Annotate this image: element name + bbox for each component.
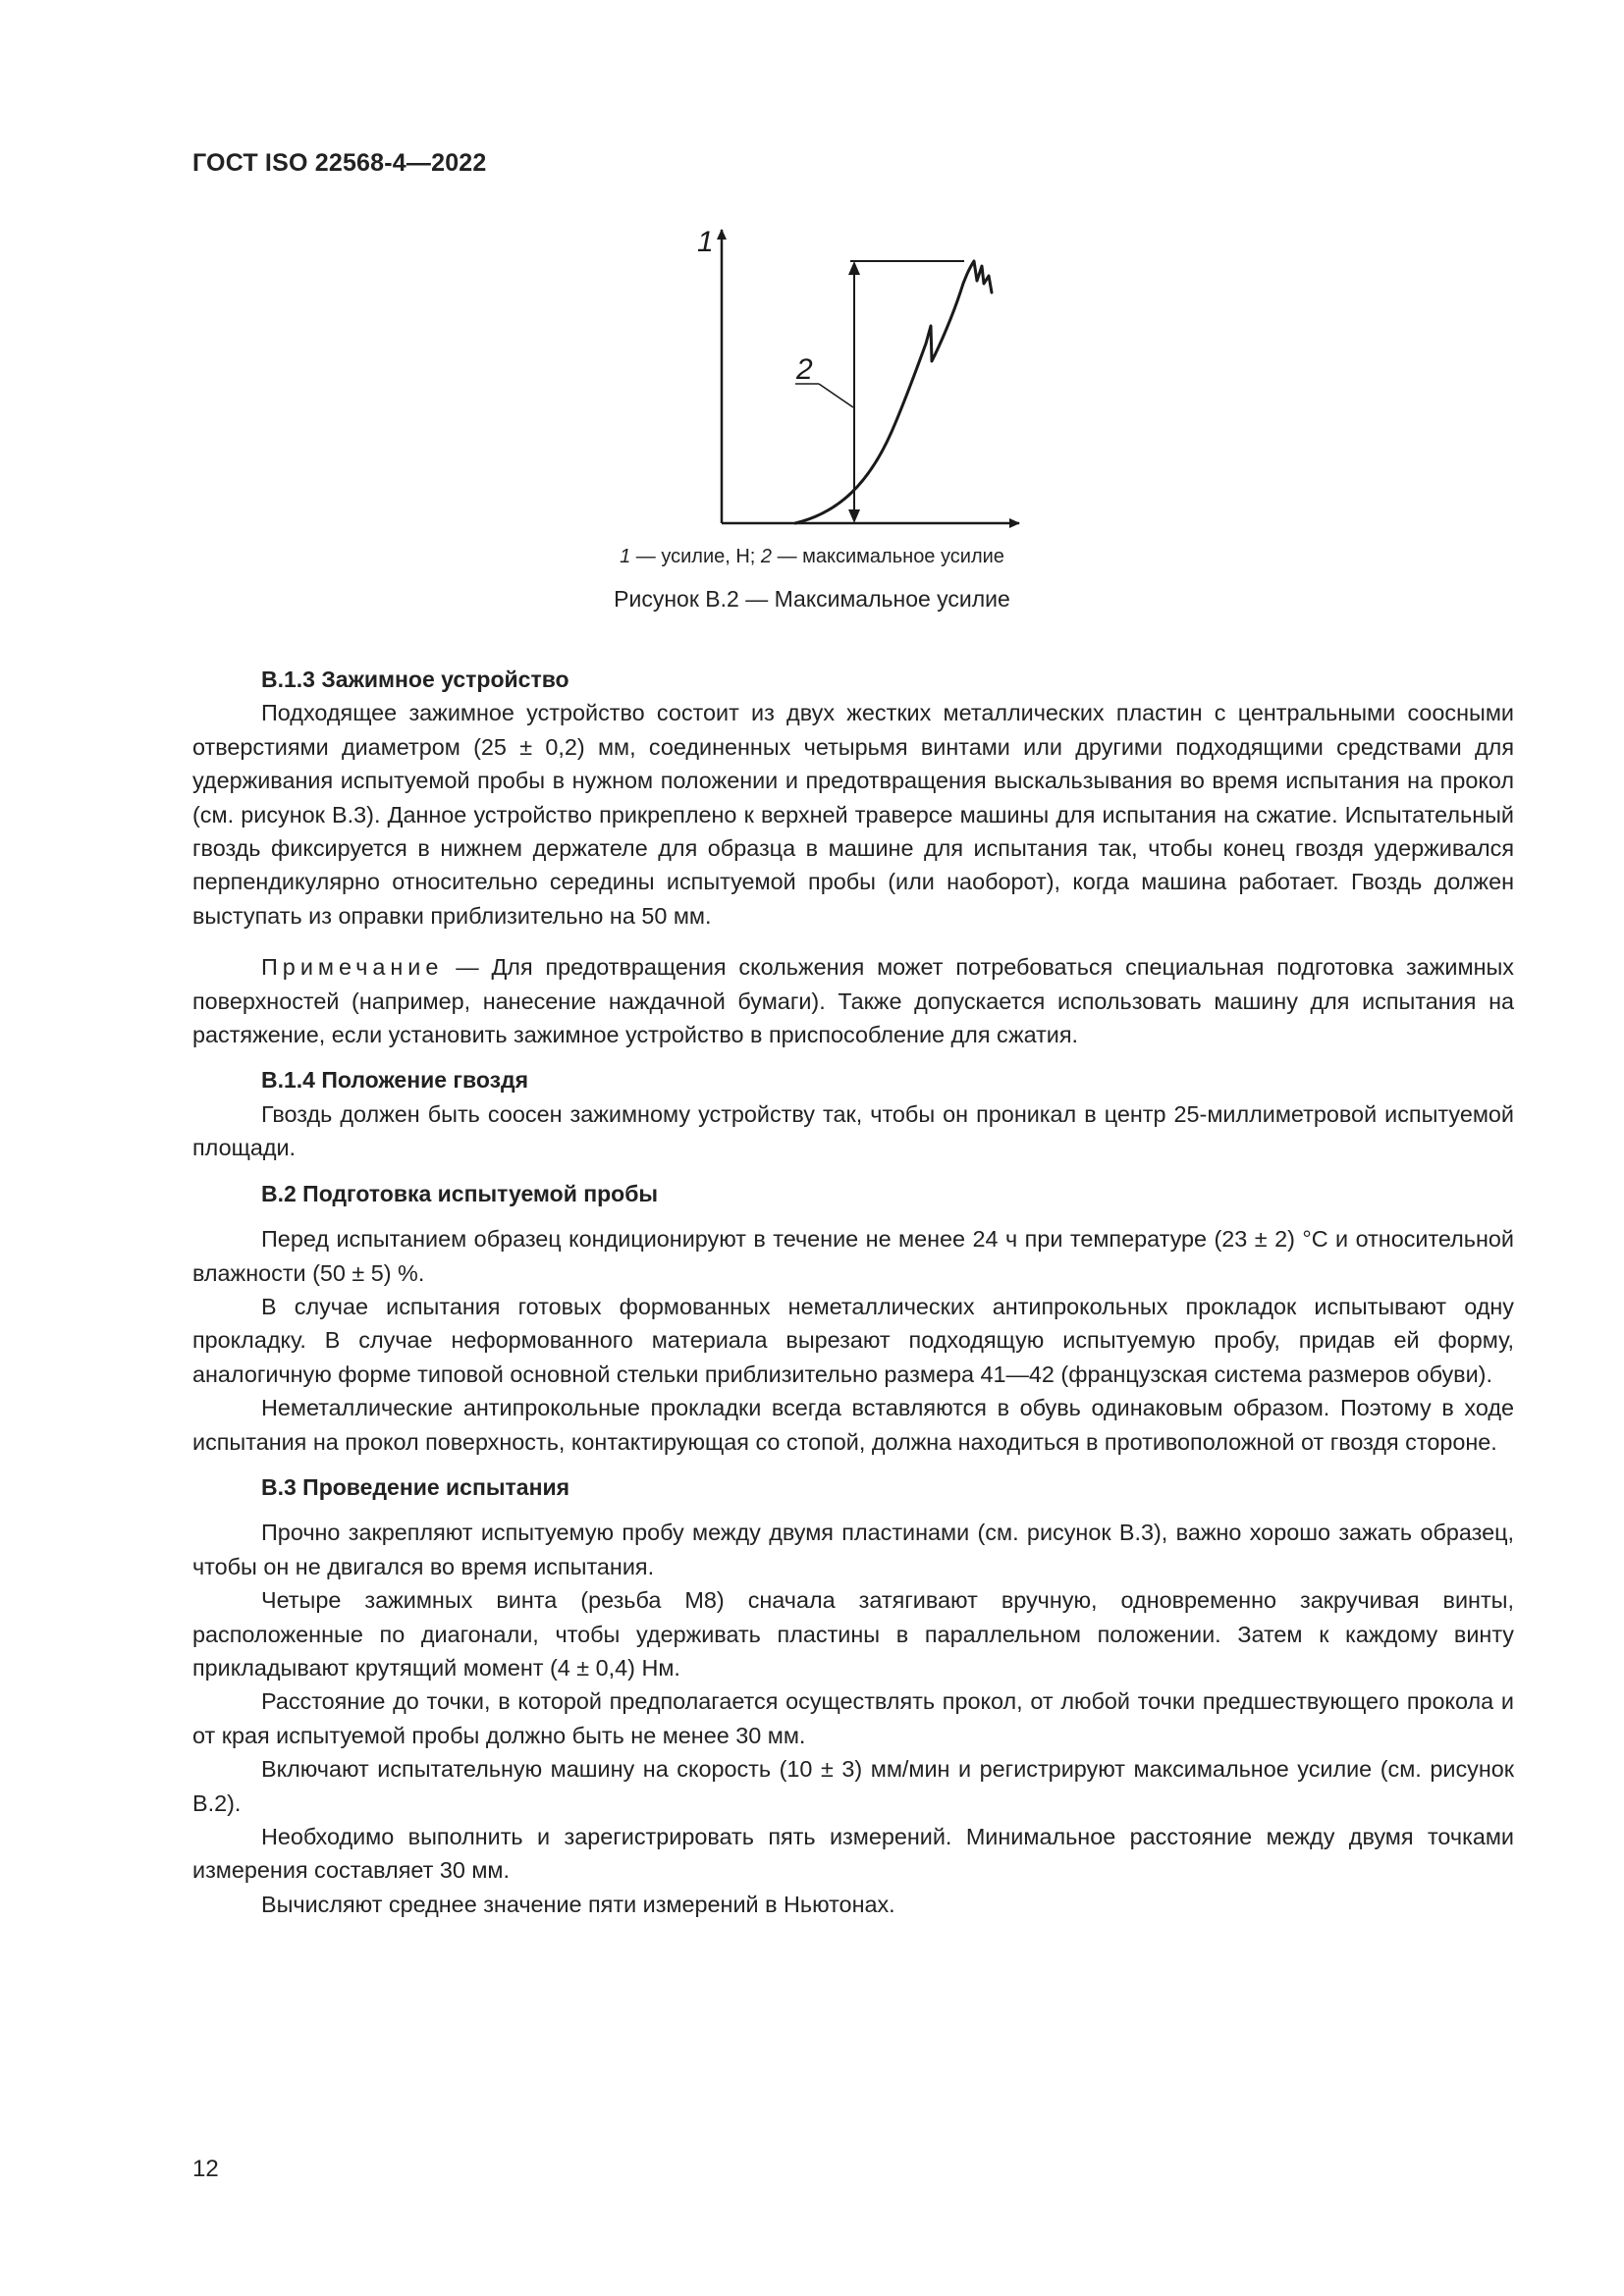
max-force-arrow-top [848,261,860,275]
force-curve [795,261,992,523]
paragraph-b3-4: Включают испытательную машину на скорость (10 ± 3) мм/мин и регистрируют максимальное усилие (см. рисунок B.2). [192,1756,1514,1816]
paragraph-b3-1: Прочно закрепляют испытуемую пробу между двумя пластинами (см. рисунок B.3), важно хорошо зажать образец, чтобы он не двигался во время испытания. [192,1520,1514,1579]
force-diagram [628,218,1041,552]
note-label: Примечание [261,954,444,981]
curve-label-2: 2 [796,353,813,386]
legend-number-1: 1 [620,546,631,567]
legend-number-2: 2 [760,546,773,567]
axis-label-1: 1 [697,226,714,258]
paragraph-b2-2: В случае испытания готовых формованных неметаллических антипрокольных прокладок испытывают одну прокладку. В случае неформованного материала вырезают подходящую испытуемую пробу, придав ей форму, аналогичную форме типовой основной стельки приблизительно размера 41—42 (французская система размеров обуви). [192,1293,1514,1387]
label-2-leader [819,384,853,407]
document-code: ГОСТ ISO 22568-4—2022 [192,149,487,177]
document-body [192,663,1514,1921]
max-force-arrow-bottom [848,509,860,523]
paragraph-b2-3: Неметаллические антипрокольные прокладки всегда вставляются в обувь одинаковым образом. Поэтому в ходе испытания на прокол поверхность, контактирующая со стопой, должна находиться в противоположной от гвоздя стороне. [192,1395,1514,1455]
section-heading-b3: B.3 Проведение испытания [261,1473,570,1500]
section-heading-b13: B.1.3 Зажимное устройство [261,667,569,692]
legend-text-1: — усилие, Н; [630,546,761,567]
legend-text-2: — максимальное усилие [772,546,1004,567]
note-paragraph [192,950,1514,1051]
note-text: — Для предотвращения скольжения может потребоваться специальная подготовка зажимных поверхностей (например, нанесение наждачной бумаги). Также допускается использовать машину для испытания на растяжение, если установить зажимное устройство в приспособление для сжатия. [192,954,1514,1048]
paragraph-b3-6: Вычисляют среднее значение пяти измерений в Ньютонах. [261,1891,895,1917]
paragraph-b13: Подходящее зажимное устройство состоит из двух жестких металлических пластин с центральными соосными отверстиями диаметром (25 ± 0,2) мм, соединенных четырьмя винтами или другими подходящими средствами для удерживания испытуемой пробы в нужном положении и предотвращения выскальзывания во время испытания на прокол (см. рисунок B.3). Данное устройство прикреплено к верхней траверсе машины для испытания на сжатие. Испытательный гвоздь фиксируется в нижнем держателе для образца в машине для испытания так, чтобы конец гвоздя удерживался перпендикулярно относительно середины испытуемой пробы (или наоборот), когда машина работает. Гвоздь должен выступать из оправки приблизительно на 50 мм. [192,700,1514,929]
paragraph-b14: Гвоздь должен быть соосен зажимному устройству так, чтобы он проникал в центр 25-миллиметровой испытуемой площади. [192,1100,1514,1161]
paragraph-b2-1: Перед испытанием образец кондиционируют в течение не менее 24 ч при температуре (23 ± 2) °С и относительной влажности (50 ± 5) %. [192,1226,1514,1286]
paragraph-b3-2: Четыре зажимных винта (резьба М8) сначала затягивают вручную, одновременно закручивая винты, расположенные по диагонали, чтобы удерживать пластины в параллельном положении. Затем к каждому винту прикладывают крутящий момент (4 ± 0,4) Нм. [192,1587,1514,1681]
page-number: 12 [192,2156,219,2182]
paragraph-b3-3: Расстояние до точки, в которой предполагается осуществлять прокол, от любой точки предшествующего прокола и от края испытуемой пробы должно быть не менее 30 мм. [192,1688,1514,1748]
paragraph-b3-5: Необходимо выполнить и зарегистрировать пять измерений. Минимальное расстояние между двумя точками измерения составляет 30 мм. [192,1824,1514,1884]
section-heading-b2: B.2 Подготовка испытуемой пробы [261,1180,659,1206]
figure-caption: Рисунок B.2 — Максимальное усилие [614,586,1010,612]
force-curve-svg [628,218,1041,552]
figure-legend [0,546,1624,568]
section-heading-b14: B.1.4 Положение гвоздя [261,1067,529,1094]
